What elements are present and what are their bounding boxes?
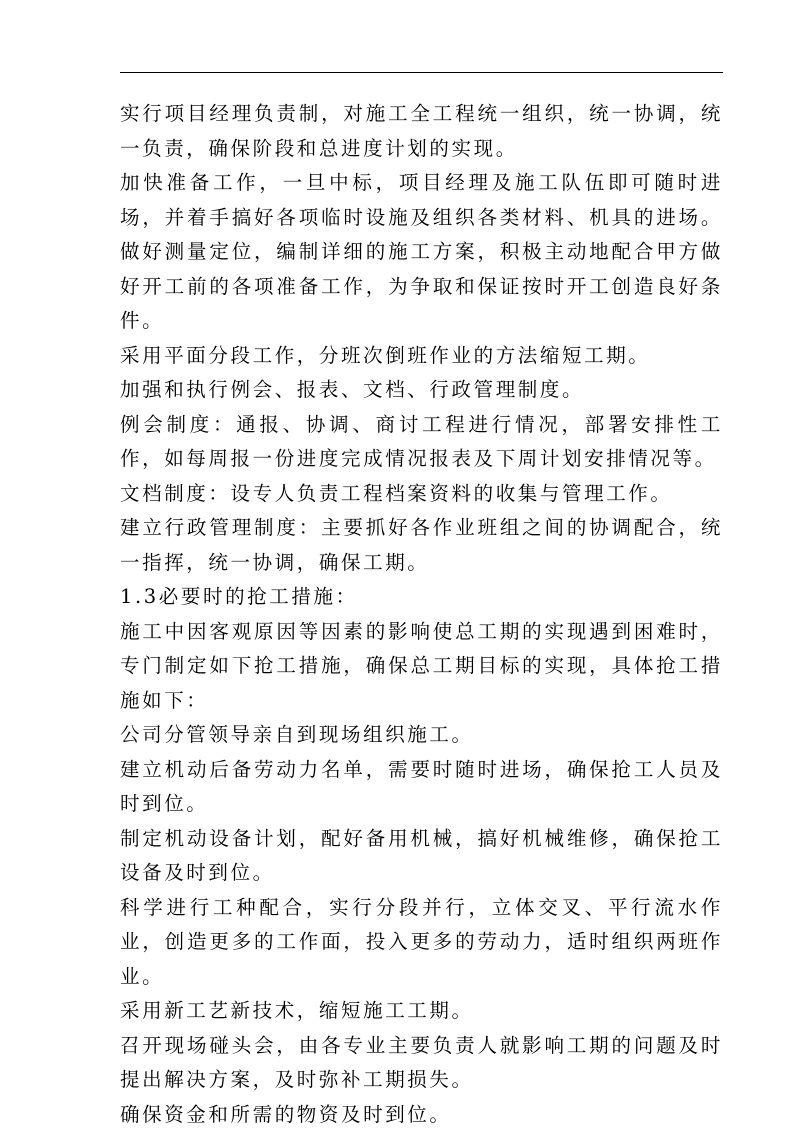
paragraph-section-work: 采用平面分段工作，分班次倒班作业的方法缩短工期。 [120, 339, 723, 374]
paragraph-administrative-system: 建立行政管理制度：主要抓好各作业班组之间的协调配合，统一指挥，统一协调，确保工期。 [120, 511, 723, 580]
paragraph-new-technology: 采用新工艺新技术，缩短施工工期。 [120, 994, 723, 1029]
paragraph-backup-labor: 建立机动后备劳动力名单，需要时随时进场，确保抢工人员及时到位。 [120, 753, 723, 822]
paragraph-leadership-onsite: 公司分管领导亲自到现场组织施工。 [120, 718, 723, 753]
paragraph-management-systems: 加强和执行例会、报表、文档、行政管理制度。 [120, 373, 723, 408]
paragraph-meeting-system: 例会制度：通报、协调、商讨工程进行情况，部署安排性工作，如每周报一份进度完成情况报表及下周计划安排情况等。 [120, 408, 723, 477]
paragraph-document-system: 文档制度：设专人负责工程档案资料的收集与管理工作。 [120, 477, 723, 512]
paragraph-rush-measures-intro: 施工中因客观原因等因素的影响使总工期的实现遇到困难时，专门制定如下抢工措施，确保总工期目标的实现，具体抢工措施如下： [120, 615, 723, 719]
paragraph-project-manager-responsibility: 实行项目经理负责制，对施工全工程统一组织，统一协调，统一负责，确保阶段和总进度计划的实现。 [120, 97, 723, 166]
paragraph-site-meetings: 召开现场碰头会，由各专业主要负责人就影响工期的问题及时提出解决方案，及时弥补工期损失。 [120, 1029, 723, 1098]
section-heading-rush-measures: 1.3必要时的抢工措施： [120, 580, 723, 615]
header-rule [120, 72, 723, 73]
paragraph-speed-up-preparation: 加快准备工作，一旦中标，项目经理及施工队伍即可随时进场，并着手搞好各项临时设施及组织各类材料、机具的进场。做好测量定位，编制详细的施工方案，积极主动地配合甲方做好开工前的各项准备工作，为争取和保证按时开工创造良好条件。 [120, 166, 723, 339]
paragraph-equipment-plan: 制定机动设备计划，配好备用机械，搞好机械维修，确保抢工设备及时到位。 [120, 822, 723, 891]
document-body [120, 97, 723, 1132]
paragraph-funds-materials: 确保资金和所需的物资及时到位。 [120, 1098, 723, 1132]
paragraph-trade-coordination: 科学进行工种配合，实行分段并行，立体交叉、平行流水作业，创造更多的工作面，投入更多的劳动力，适时组织两班作业。 [120, 891, 723, 995]
